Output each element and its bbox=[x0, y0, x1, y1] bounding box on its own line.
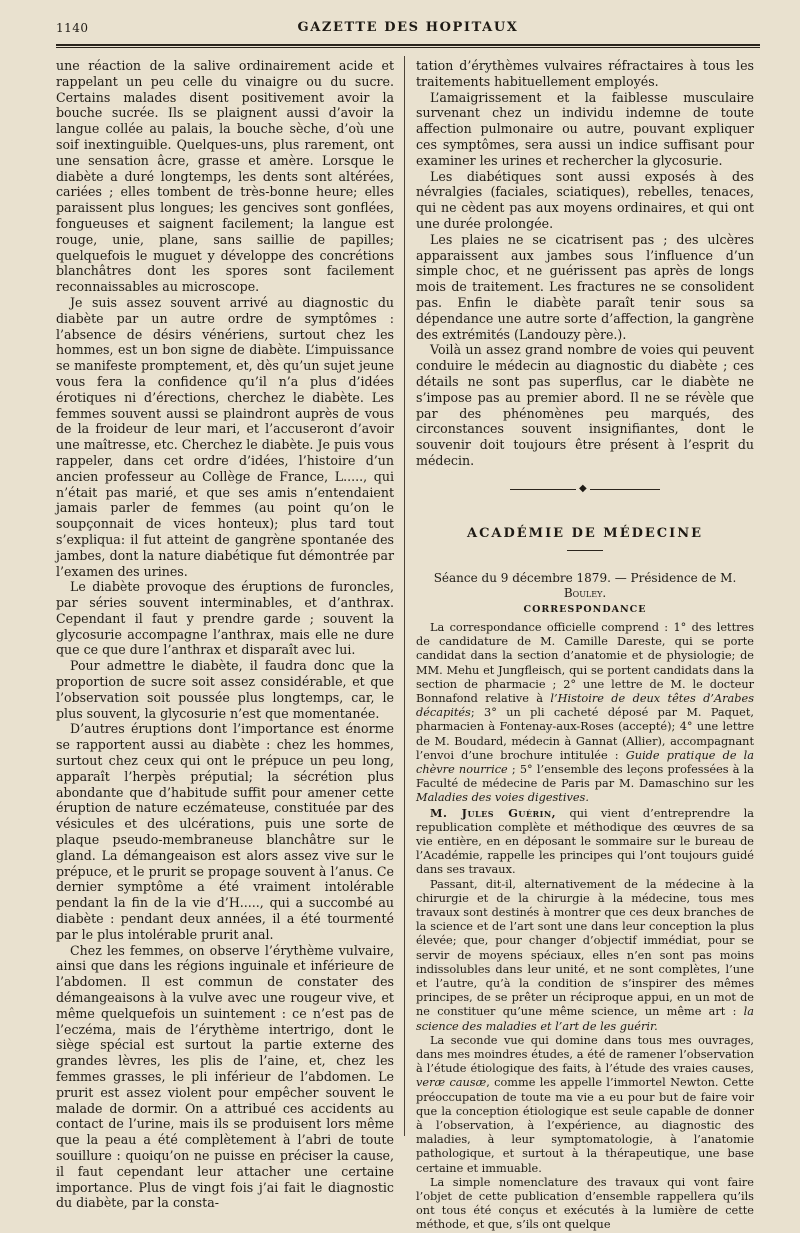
text: ; 3° un pli cacheté déposé par M. Paquet, pharmacien à Fontenay-aux-Roses (accepté); 4° une lettre de M. Boudard, médecin à Gannat (Allier), accompagnant l’envoi d’une brochure intitulée : bbox=[416, 706, 754, 762]
section-separator bbox=[510, 482, 660, 494]
text: La correspondance officielle comprend : 1° des lettres de candidature de M. Camille Dareste, qui se porte candidat dans la section d’anatomie et de physiologie; de MM. Mehu et Jungfleisch, qui se portent candidats dans la section de pharmacie ; 2° une lettre de M. le docteur Bonnafond relative à bbox=[416, 620, 754, 705]
title-rule bbox=[567, 550, 603, 551]
page-header bbox=[56, 18, 760, 42]
text: qui vient d’entreprendre la republication complète et méthodique des œuvres de sa vie entière, en en déposant le sommaire sur le bureau de l’Académie, rappelle les principes qui l’ont toujours guidé dans ses travaux. bbox=[416, 806, 754, 877]
italic-text: veræ causæ bbox=[416, 1076, 487, 1090]
page-number: 1140 bbox=[56, 21, 89, 35]
paragraph: une réaction de la salive ordinairement acide et rappelant un peu celle du vinaigre ou du sucre. Certains malades disent positivement avoir la bouche sucrée. Ils se plaignent aussi d’avoir la langue collée au palais, la bouche sèche, d’où une soif inextinguible. Quelques-uns, plus rarement, ont une sensation âcre, grasse et amère. Lorsque le diabète a duré longtemps, les dents sont altérées, cariées ; elles tombent de très-bonne heure; elles paraissent plus longues; les gencives sont gonflées, fongueuses et saignent facilement; la langue est rouge, unie, plane, sans saillie de papilles; quelquefois le muguet y développe des concrétions blanchâtres dont les spores sont facilement reconnaissables au microscope. bbox=[56, 58, 394, 295]
paragraph bbox=[416, 806, 754, 878]
paragraph: Le diabète provoque des éruptions de furoncles, par séries souvent interminables, et d’anthrax. Cependant il faut y prendre garde ; souvent la glycosurie accompagne l’anthrax, mais elle ne dure que ce que dure l’anthrax et disparaît avec lui. bbox=[56, 579, 394, 658]
paragraph: tation d’érythèmes vulvaires réfractaires à tous les traitements habituellement employés. bbox=[416, 58, 754, 89]
right-column bbox=[416, 58, 754, 1233]
seance-line bbox=[416, 571, 754, 603]
left-column bbox=[56, 58, 394, 1211]
text: , comme les appelle l’immortel Newton. Cette préoccupation de toute ma vie a eu pour but de faire voir que la conception étiologique est seule capable de donner à l’observation, à l’expérience, au diagnostic des maladies, à leur symptomatologie, à l’anatomie pathologique, et surtout à la thérapeutique, une base certaine et immuable. bbox=[416, 1076, 754, 1175]
text: La seconde vue qui domine dans tous mes ouvrages, dans mes moindres études, a été de ramener l’observation à l’étude étiologique des faits, à l’étude des vraies causes, bbox=[416, 1033, 754, 1076]
italic-text: la science des maladies et l’art de les guérir. bbox=[416, 1005, 754, 1033]
president-name: Bouley. bbox=[563, 586, 607, 601]
paragraph: L’amaigrissement et la faiblesse musculaire survenant chez un individu indemne de toute affection pulmonaire ou autre, pouvant expliquer ces symptômes, sera aussi un indice suffisant pour examiner les urines et rechercher la glycosurie. bbox=[416, 89, 754, 168]
italic-title: l’Histoire de deux têtes d’Arabes décapités bbox=[416, 691, 754, 720]
italic-title: Maladies des voies digestives. bbox=[416, 791, 589, 805]
speaker-name: M. Jules Guérin, bbox=[430, 805, 557, 820]
seance-text: Séance du 9 décembre 1879. — Présidence de M. bbox=[433, 570, 737, 585]
correspondance-heading: CORRESPONDANCE bbox=[523, 604, 647, 616]
paragraph: Je suis assez souvent arrivé au diagnostic du diabète par un autre ordre de symptômes : l’absence de désirs vénériens, surtout chez les hommes, est un bon signe de diabète. L’impuissance se manifeste promptement, et, dès qu’un sujet jeune vous fera la confidence qu’il n’a plus d’idées érotiques ni d’érections, cherchez le diabète. Les femmes souvent aussi se plaindront auprès de vous de la froideur de leur mari, et l’accuseront d’avoir une maîtresse, etc. Cherchez le diabète. Je puis vous rappeler, dans cet ordre d’idées, l’histoire d’un ancien professeur au Collège de France, L....., qui n’était pas marié, et que ses amis n’entendaient jamais parler de femmes (au point qu’on le soupçonnait de vices honteux); plus tard tout s’expliqua: il fut atteint de gangrène spontanée des jambes, dont la nature diabétique fut démontrée par l’examen des urines. bbox=[56, 294, 394, 579]
text: ; 5° l’ensemble des leçons professées à la Faculté de médecine de Paris par M. Damaschino sur les bbox=[416, 762, 754, 791]
italic-title: Guide pratique de la chèvre nourrice bbox=[416, 748, 754, 776]
paragraph: D’autres éruptions dont l’importance est énorme se rapportent aussi au diabète : chez les hommes, surtout chez ceux qui ont le prépuce un peu long, apparaît l’herpès préputial; la sécrétion plus abondante que d’habitude suffit pour amener cette éruption de nature eczémateuse, constituée par des vésicules et des ulcérations, puis une sorte de plaque pseudo-membraneuse blanchâtre sur le gland. La démangeaison est alors assez vive sur le prépuce, et le prurit se propage souvent à l’anus. Ce dernier symptôme a été vraiment intolérable pendant la fin de la vie d’H....., qui a succombé au diabète : pendant deux années, il a été tourmenté par le plus intolérable prurit anal. bbox=[56, 721, 394, 942]
text: Passant, dit-il, alternativement de la médecine à la chirurgie et de la chirurgie à la médecine, tous mes travaux sont destinés à montrer que ces deux branches de la science et de l’art sont une dans leur conception la plus élevée; que, pour changer d’objectif immédiat, pour se servir de moyens spéciaux, elles n’en sont pas moins indissolubles dans leur unité, et ne sont complètes, l’une et l’autre, qu’à la condition de s’inspirer des mêmes principes, de se prêter un réciproque appui, en un mot de ne constituer qu’une même science, un même art : bbox=[416, 877, 754, 1019]
paragraph: Les plaies ne se cicatrisent pas ; des ulcères apparaissent aux jambes sous l’influence d’un simple choc, et ne guérissent pas après de longs mois de traitement. Les fractures ne se consolident pas. Enfin le diabète paraît tenir sous sa dépendance une autre sorte d’affection, la gangrène des extrémités (Landouzy père.). bbox=[416, 231, 754, 342]
section-title: ACADÉMIE DE MÉDECINE bbox=[466, 525, 703, 541]
paragraph: La simple nomenclature des travaux qui vont faire l’objet de cette publication d’ensemble rappellera qu’ils ont tous été conçus et exécutés à la lumière de cette méthode, et que, s’ils ont quelque bbox=[416, 1175, 754, 1232]
paragraph: Chez les femmes, on observe l’érythème vulvaire, ainsi que dans les régions inguinale et inférieure de l’abdomen. Il est commun de constater des démangeaisons à la vulve avec une rougeur vive, et même quelquefois un suintement : ce n’est pas de l’eczéma, mais de l’érythème intertrigo, dont le siège spécial est surtout la partie externe des grandes lèvres, les plis de l’aine, et, chez les femmes grasses, le pli inférieur de l’abdomen. Le prurit est assez violent pour empêcher souvent le malade de dormir. On a attribué ces accidents au contact de l’urine, mais ils se produisent lors même que la peau a été complètement à l’abri de toute souillure : quoiqu’on ne puisse en préciser la cause, il faut cependant leur attacher une certaine importance. Plus de vingt fois j’ai fait le diagnostic du diabète, par la consta- bbox=[56, 942, 394, 1211]
column-divider bbox=[404, 56, 405, 1136]
paragraph bbox=[416, 878, 754, 1034]
paragraph: Pour admettre le diabète, il faudra donc que la proportion de sucre soit assez considérable, et que l’observation soit poussée plus longtemps, car, le plus souvent, la glycosurie n’est que momentanée. bbox=[56, 658, 394, 721]
paragraph: Voilà un assez grand nombre de voies qui peuvent conduire le médecin au diagnostic du diabète ; ces détails ne sont pas superflus, car le diabète ne s’impose pas au premier abord. Il ne se révèle que par des phénomènes peu marqués, des circonstances souvent insignifiantes, dont le souvenir doit toujours être présent à l’esprit du médecin. bbox=[416, 342, 754, 468]
separator-ornament: ◆ bbox=[576, 484, 590, 494]
header-rule bbox=[56, 44, 760, 48]
paragraph: Les diabétiques sont aussi exposés à des névralgies (faciales, sciatiques), rebelles, tenaces, qui ne cèdent pas aux moyens ordinaires, et qui ont une durée prolongée. bbox=[416, 168, 754, 231]
paragraph bbox=[416, 621, 754, 806]
paragraph bbox=[416, 1034, 754, 1176]
academie-body bbox=[416, 621, 754, 1233]
running-title: GAZETTE DES HOPITAUX bbox=[297, 20, 519, 35]
